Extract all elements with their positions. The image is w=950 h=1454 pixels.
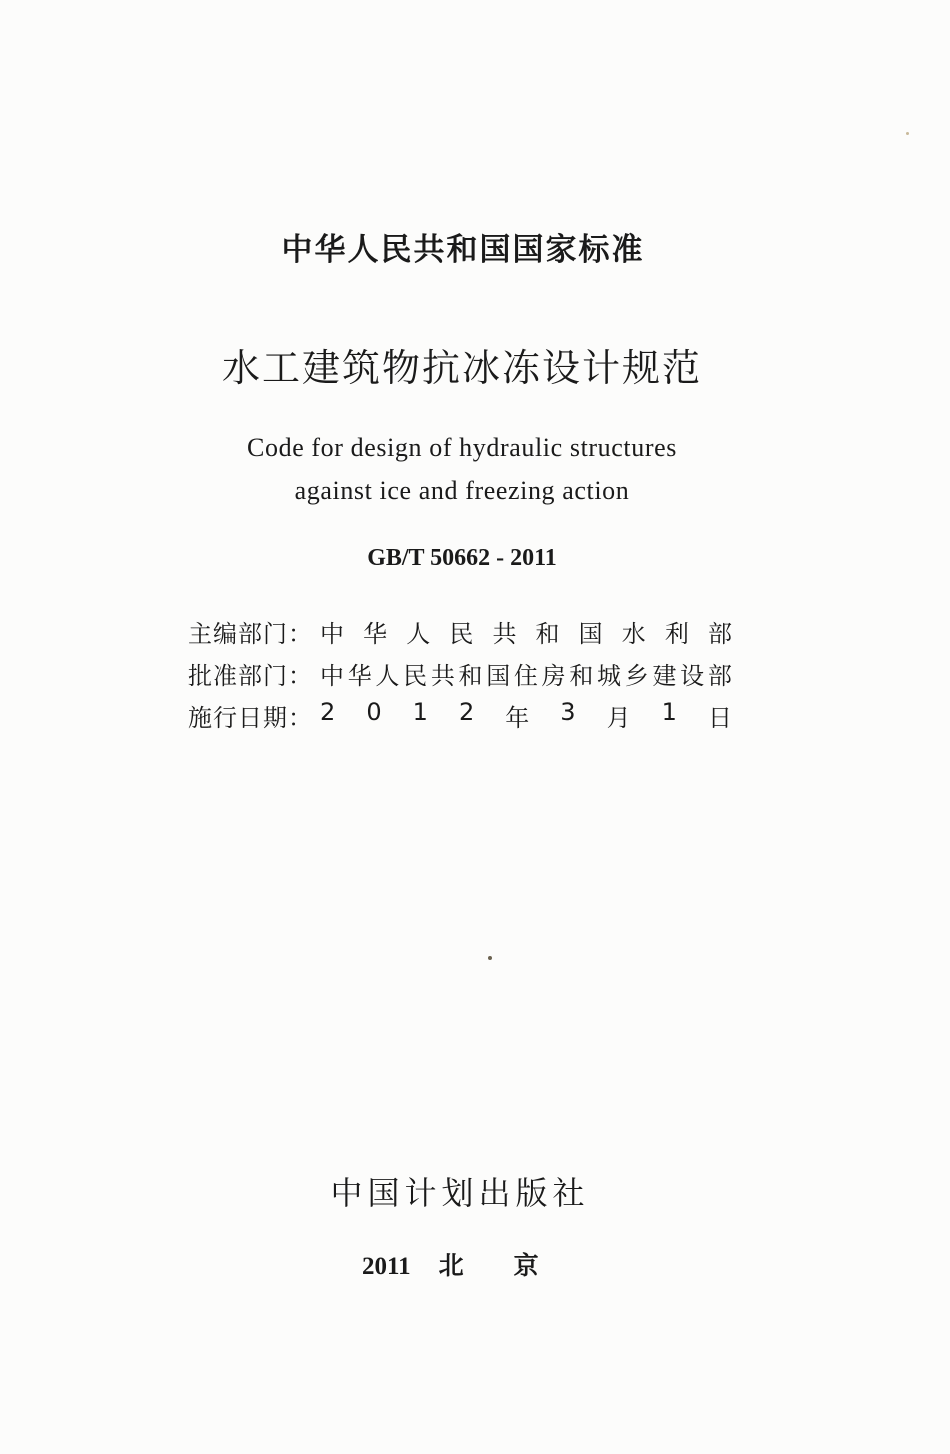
- meta-char: 1: [661, 697, 677, 726]
- standard-code: GB/T 50662 - 2011: [367, 545, 557, 571]
- meta-char: 华: [363, 619, 388, 648]
- meta-row-editor: [188, 610, 748, 652]
- meta-label-approver: 批准部门：: [188, 661, 313, 690]
- english-title-line-2: against ice and freezing action: [294, 476, 630, 505]
- english-title-line-1: Code for design of hydraulic structures: [247, 433, 677, 462]
- meta-block: [188, 610, 748, 736]
- meta-value-approver: [320, 656, 748, 691]
- chinese-title: 水工建筑物抗冰冻设计规范: [221, 346, 702, 390]
- meta-char: 共: [430, 661, 455, 690]
- meta-value-effective-date: [320, 698, 748, 733]
- meta-char: 共: [492, 619, 517, 648]
- imprint-city: 北京: [438, 1251, 589, 1280]
- meta-char: 国: [578, 619, 603, 648]
- meta-char: 1: [412, 697, 428, 726]
- meta-char: 年: [505, 703, 530, 732]
- meta-char: 2: [320, 697, 336, 726]
- meta-char: 部: [707, 661, 732, 690]
- english-title: [0, 426, 937, 512]
- meta-char: 城: [597, 661, 622, 690]
- meta-char: 人: [406, 619, 431, 648]
- meta-char: 和: [535, 619, 560, 648]
- meta-char: 3: [560, 697, 576, 726]
- meta-char: 部: [707, 619, 732, 648]
- meta-char: 和: [458, 661, 483, 690]
- meta-label-editor: 主编部门：: [188, 619, 313, 648]
- meta-row-approver: [188, 652, 748, 694]
- meta-label-effective-date: 施行日期：: [188, 703, 313, 732]
- meta-char: 中: [320, 619, 344, 648]
- series-title: 中华人民共和国国家标准: [281, 232, 645, 268]
- meta-char: 乡: [624, 661, 649, 690]
- meta-char: 住: [513, 661, 538, 690]
- meta-char: 建: [652, 661, 677, 690]
- meta-char: 水: [621, 619, 646, 648]
- meta-char: 日: [707, 703, 732, 732]
- meta-char: 和: [569, 661, 594, 690]
- meta-char: 人: [375, 661, 400, 690]
- paper-speck: [906, 132, 909, 135]
- meta-char: 2: [458, 697, 475, 726]
- meta-char: 民: [403, 661, 428, 690]
- meta-char: 0: [366, 697, 382, 726]
- meta-char: 房: [541, 661, 566, 690]
- meta-char: 设: [680, 661, 705, 690]
- meta-char: 华: [347, 661, 372, 690]
- paper-speck: [488, 956, 492, 960]
- publisher: 中国计划出版社: [330, 1174, 590, 1212]
- meta-value-editor: [320, 614, 748, 649]
- meta-char: 利: [664, 619, 689, 648]
- meta-row-effective-date: [188, 694, 748, 736]
- meta-char: 中: [320, 661, 344, 690]
- meta-char: 国: [486, 661, 511, 690]
- imprint-year: 2011: [362, 1253, 411, 1280]
- meta-char: 民: [449, 619, 474, 648]
- imprint: [362, 1248, 589, 1285]
- meta-char: 月: [606, 703, 631, 732]
